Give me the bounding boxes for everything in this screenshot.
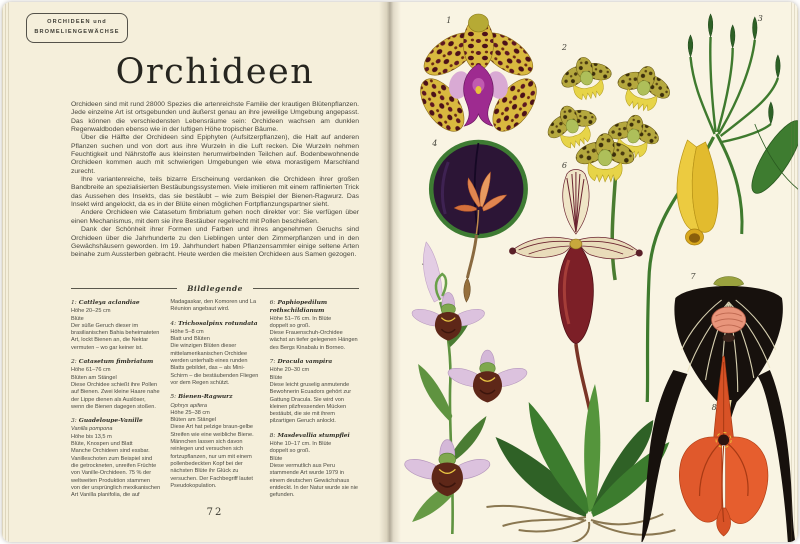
legend-entry-body: Diese Frauenschuh-Orchidee wächst an tiefer gelegenen Hängen des Bergs Kinabalu in Borneo. — [269, 330, 358, 351]
legend-entry-2 — [71, 358, 160, 411]
figure-8-masdevallia — [679, 356, 767, 536]
chapter-badge — [26, 13, 128, 43]
book-spread — [2, 2, 798, 542]
legend-entry-latin: Vanilla pompona — [71, 426, 113, 433]
legend-entry-number: 2: — [71, 359, 77, 366]
legend-entry-name: Guadeloupe-Vanille — [78, 417, 143, 425]
figure-number-1: 1 — [446, 16, 452, 25]
legend-entry-detail: Höhe 51–76 cm. In Blüte — [269, 315, 332, 322]
legend-entry-name: Bienen-Ragwurz — [178, 393, 233, 401]
legend-entry-7 — [270, 358, 359, 426]
legend-entry-6 — [270, 299, 359, 352]
legend-entry-name: Trichosalpinx rotundata — [178, 319, 258, 327]
figure-1-cattleya — [412, 14, 545, 139]
legend — [71, 299, 359, 503]
divider-line — [71, 288, 177, 289]
legend-entry-detail: Höhe 5–8 cm — [170, 328, 204, 335]
legend-entry-detail: Höhe 20–30 cm — [269, 367, 310, 374]
paragraph: Orchideen sind mit rund 28000 Spezies die artenreichste Familie der krautigen Blütenpflanzen. Jede einzelne Art ist ortsgebunden und äußerst genau an ihre jeweilige Umgebung angepasst. Das können die verschiedensten Lebensräume sein: Orchideen wachsen am dunklen Regenwaldboden ebenso wie in der luftigen Höhe tropischer Bäume. — [71, 101, 359, 134]
legend-entry-body: Manche Orchideen sind essbar. Vanilleschoten zum Beispiel sind die getrockneten, unreifen Früchte von Vanille-Orchideen. 75 % der weltweiten Produktion stammen von der ursprünglich mexikanischen Art Vanilla planifolia, die auf Madagaskar, den Komoren und La Réunion angebaut wird. — [71, 299, 257, 499]
legend-entry-detail: Blüte — [269, 374, 283, 381]
legend-entry-1 — [71, 299, 160, 352]
legend-entry-name: Catasetum fimbriatum — [78, 358, 154, 366]
page-number: 72 — [206, 507, 224, 518]
legend-entry-detail: Höhe 10–17 cm. In Blüte — [269, 441, 332, 448]
page-edges-right — [790, 2, 798, 542]
legend-heading-text: Bildlegende — [187, 284, 243, 293]
legend-heading — [71, 284, 359, 293]
legend-entry-name: Paphiopedilum rothschildianum — [269, 299, 328, 315]
legend-entry-detail: Blüten am Stängel — [71, 374, 117, 381]
legend-entry-latin: Ophrys apifera — [170, 402, 208, 409]
paragraph: Dank der Schönheit ihrer Formen und Farben und ihres angenehmen Geruchs sind Orchideen über die Jahrhunderte zu den Lieblingen unter den Zimmerpflanzen und in den Gewächshäusern geworden. Im 19. Jahrhundert haben Pflanzensammler einige seltene Arten beinahe zum Aussterben gebracht. Heute werden die meisten Orchideen aus Samen gezogen. — [71, 226, 359, 259]
chapter-badge-line2: BROMELIENGEWÄCHSE — [34, 28, 120, 35]
legend-entry-number: 3: — [71, 418, 77, 425]
legend-entry-detail: Blüte, Knospen und Blatt — [71, 441, 133, 448]
paragraph: Über die Hälfte der Orchideen sind Epiphyten (Aufsitzerpflanzen), die Halt auf anderen Pflanzen suchen und von dort aus ihre Wurzeln in die Luft recken. Die Wurzeln nehmen Feuchtigkeit und Nährstoffe aus kleinsten herumwirbelnden Teilchen auf. Bodenbewohnende Orchideen kommen auch mit schwierigen Umgebungen wie etwa morastigem Marschland zurecht. — [71, 134, 359, 175]
intro-text — [71, 101, 359, 260]
left-page — [2, 2, 390, 542]
legend-entry-detail: Höhe 20–25 cm — [71, 308, 111, 315]
legend-entry-body: Diese vermutlich aus Peru stammende Art wurde 1979 in einem deutschen Gewächshaus entdeckt. In der Natur wurde sie nie gefunden. — [269, 462, 358, 499]
figure-number-6: 6 — [561, 161, 567, 170]
right-page-plate — [390, 2, 798, 542]
legend-entry-detail: Blüte — [71, 315, 84, 322]
legend-entry-8 — [270, 432, 359, 500]
book-spine — [379, 2, 401, 542]
legend-entry-body: Diese Art hat pelzige braun-gelbe Streifen wie eine weibliche Biene. Männchen lassen sich davon reinlegen und versuchen sich fortzupflanzen, nur um mit einem pollenbedeckten Kopf bei der nächsten Blüte ihr Glück zu versuchen. Der Fachbegriff lautet Pseudokopulation. — [170, 424, 254, 489]
paragraph: Ihre variantenreiche, teils bizarre Erscheinung verdanken die Orchideen ihrer großen Bandbreite an spezialisierten Bestäubungssystemen. Viele imitieren mit einem raffinierten Trick das Aussehen des Insekts, das sie bestäubt – wie zum Beispiel der Bienen-Ragwurz. Das Insekt wird angelockt, da es in der Blüte einen möglichen Fortpflanzungspartner sieht. — [71, 176, 359, 209]
legend-entry-body: Die winzigen Blüten dieser mittelamerikanischen Orchidee werden unterhalb eines runden Blatts gebildet, das – als Mini-Schirm – die bestäubenden Fliegen vor dem Regen schützt. — [170, 343, 259, 386]
paphiopedilum-leaves — [496, 384, 670, 517]
legend-entry-detail: Höhe 61–76 cm — [71, 367, 111, 374]
legend-entry-number: 7: — [269, 359, 276, 366]
legend-entry-number: 4: — [170, 320, 177, 327]
divider-line — [253, 288, 359, 289]
legend-entry-4 — [170, 320, 259, 388]
legend-entry-name: Cattleya aclandiae — [78, 299, 140, 306]
legend-entry-number: 6: — [269, 300, 276, 306]
legend-entry-detail: doppelt so groß. — [269, 448, 311, 455]
legend-entry-detail: Blatt und Blüten — [170, 336, 210, 343]
legend-entry-detail: Blüten am Stängel — [170, 417, 217, 424]
figure-number-3: 3 — [757, 14, 763, 23]
legend-entry-body: Diese Orchidee schießt ihre Pollen auf Bienen. Zwei kleine Haare nahe der Lippe dienen als Auslöser, wenn die Bienen dagegen stoßen. — [71, 381, 160, 410]
paragraph: Andere Orchideen wie Catasetum fimbriatum gehen noch direkter vor: Sie verfügen über einen Mechanismus, mit dem sie ihre Bestäuber regelrecht mit Pollen beschießen. — [71, 209, 359, 225]
legend-entry-detail: doppelt so groß. — [269, 322, 311, 329]
legend-entry-name: Masdevallia stumpflei — [277, 431, 350, 439]
vanilla-flower — [677, 140, 718, 245]
page-title: Orchideen — [115, 52, 315, 92]
figure-number-8: 8 — [711, 403, 717, 412]
legend-entry-body: Der süße Geruch dieser im brasilianischen Bahia beheimateten Art, lockt Bienen an, die Nektar vermuten – wo gar keiner ist. — [71, 322, 160, 351]
legend-entry-detail: Höhe bis 13,5 m — [71, 433, 112, 440]
legend-entry-body: Diese leicht gruselig anmutende Bewohnerin Ecuadors gehört zur Gattung Dracula. Sie wird von kleinen pilzfressenden Mücken bestäubt, die sie mit ihrem pilzartigen Geruch anlockt. — [269, 381, 352, 425]
figure-number-2: 2 — [561, 43, 567, 52]
legend-entry-number: 1: — [71, 300, 77, 306]
legend-entry-detail: Blüte — [269, 455, 283, 462]
legend-entry-name: Dracula vampira — [277, 358, 333, 366]
orchid-plate-illustration — [390, 2, 798, 542]
legend-entry-number: 5: — [170, 394, 177, 401]
page-edges-left — [2, 2, 11, 542]
legend-entry-5 — [170, 393, 259, 490]
chapter-badge-line1: ORCHIDEEN und — [47, 19, 107, 25]
legend-entry-number: 8: — [269, 432, 276, 439]
legend-entry-detail: Höhe 25–38 cm — [170, 409, 210, 416]
figure-number-7: 7 — [690, 272, 696, 281]
figure-number-4: 4 — [432, 139, 438, 148]
